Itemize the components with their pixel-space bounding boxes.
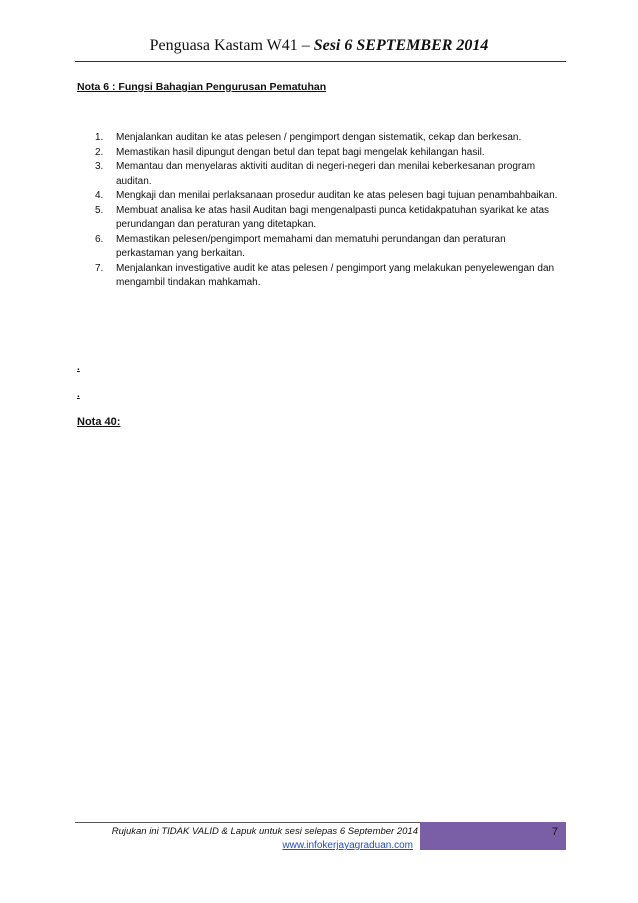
list-item-number: 4. <box>95 190 104 201</box>
list-item <box>95 146 565 161</box>
header-divider <box>75 61 566 62</box>
list-item-text: Menjalankan auditan ke atas pelesen / pengimport dengan sistematik, cekap dan berkesan. <box>116 132 522 143</box>
list-item-number: 1. <box>95 132 104 143</box>
list-item <box>95 262 565 291</box>
list-item-text: Memastikan hasil dipungut dengan betul dan tepat bagi mengelak kehilangan hasil. <box>116 146 485 158</box>
list-item <box>95 204 565 233</box>
page-number: 7 <box>551 826 558 838</box>
list-item <box>95 233 565 262</box>
list-item <box>95 189 565 204</box>
list-item-text: Memastikan pelesen/pengimport memahami dan mematuhi perundangan dan peraturan perkastaman yang berkaitan. <box>116 233 506 259</box>
list-item-text: Membuat analisa ke atas hasil Auditan bagi mengenalpasti punca ketidakpatuhan syarikat ke atas perundangan dan peraturan yang ditetapkan. <box>116 204 550 230</box>
list-item-text: Menjalankan investigative audit ke atas pelesen / pengimport yang melakukan penyelewengan dan mengambil tindakan mahkamah. <box>116 262 555 288</box>
footer-website-link[interactable]: www.infokerjayagraduan.com <box>282 840 413 851</box>
header-prefix: Penguasa Kastam W41 – <box>149 37 314 54</box>
section-title: Nota 6 : Fungsi Bahagian Pengurusan Pematuhan <box>77 81 327 93</box>
list-item-number: 7. <box>95 262 104 274</box>
list-item-number: 2. <box>95 146 104 158</box>
header-session: Sesi 6 SEPTEMBER 2014 <box>313 37 489 54</box>
list-item <box>95 160 565 189</box>
empty-paragraph-mark: . <box>77 389 80 400</box>
list-item-number: 5. <box>95 204 104 216</box>
list-item-text: Mengkaji dan menilai perlaksanaan prosedur auditan ke atas pelesen bagi tujuan penambahbaikan. <box>116 190 558 201</box>
list-item-number: 6. <box>95 233 104 245</box>
list-item-number: 3. <box>95 161 104 172</box>
list-item-text: Memantau dan menyelaras aktiviti auditan di negeri-negeri dan menilai keberkesanan program auditan. <box>116 161 536 187</box>
nota-40-title: Nota 40: <box>77 416 121 428</box>
empty-paragraph-mark: . <box>77 362 80 373</box>
function-list <box>95 131 565 291</box>
page-header <box>0 37 638 55</box>
footer-disclaimer: Rujukan ini TIDAK VALID & Lapuk untuk sesi selepas 6 September 2014 <box>111 826 418 837</box>
page-number-box <box>420 822 566 850</box>
list-item <box>95 131 565 146</box>
